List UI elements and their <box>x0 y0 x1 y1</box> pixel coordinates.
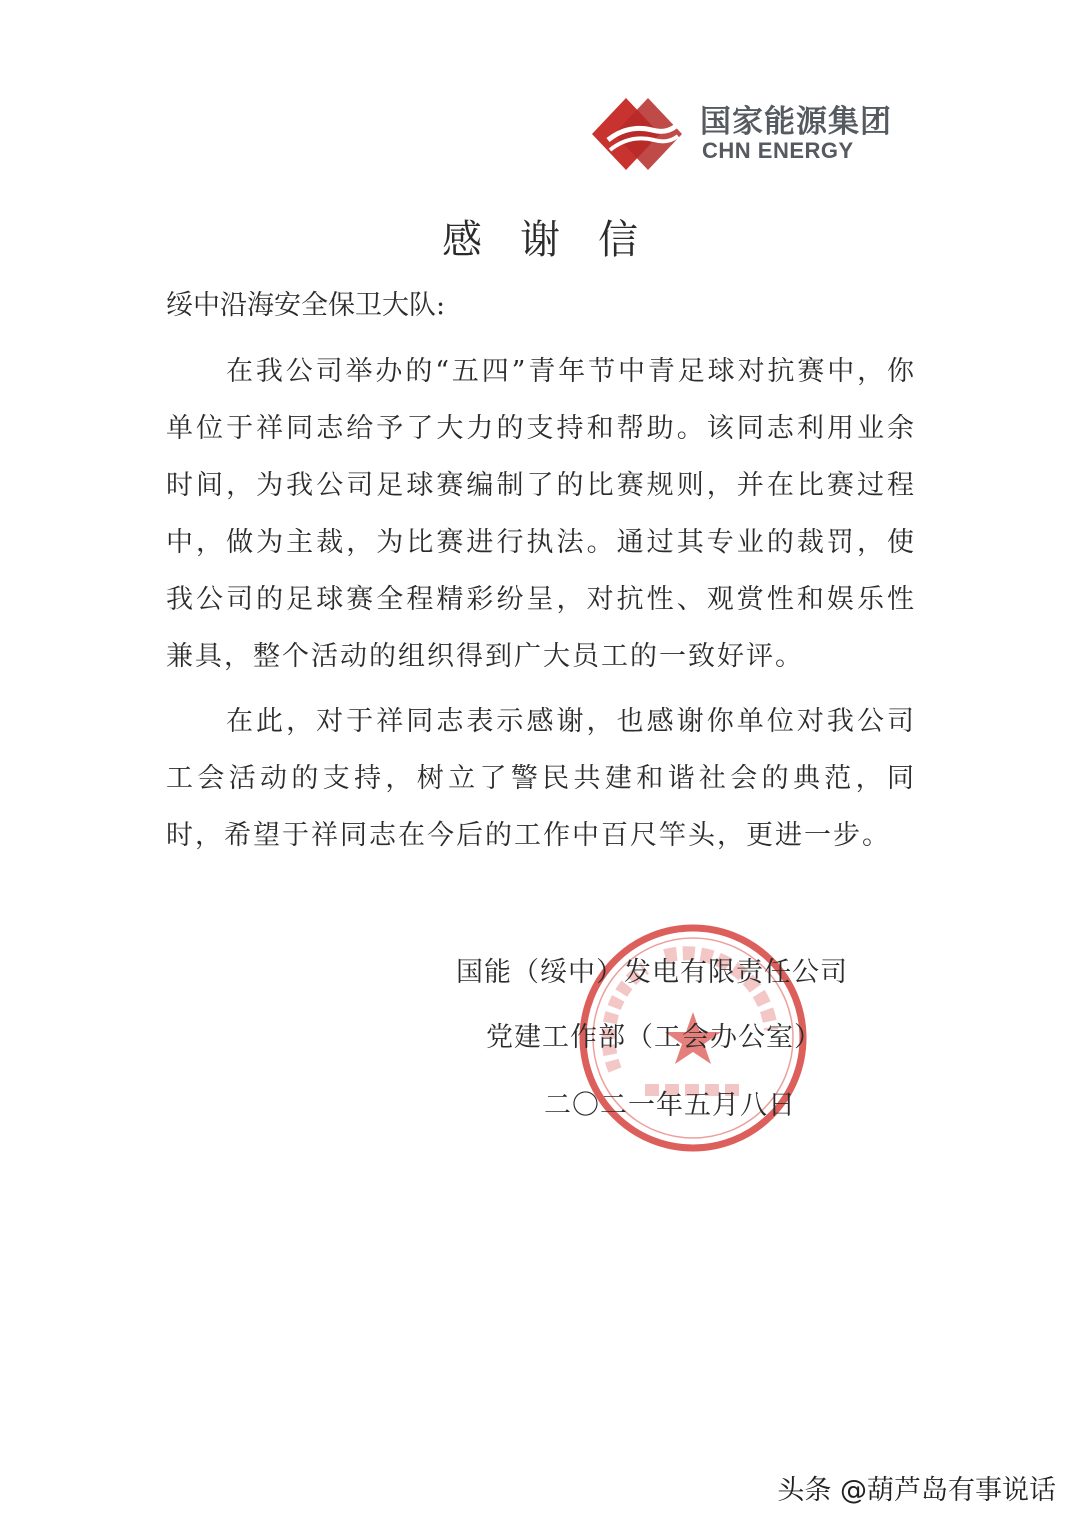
body-paragraph-2: 在此，对于祥同志表示感谢，也感谢你单位对我公司工会活动的支持，树立了警民共建和谐社会的典范，同时，希望于祥同志在今后的工作中百尺竿头，更进一步。 <box>166 706 916 851</box>
body-paragraph-1: 在我公司举办的“五四”青年节中青足球对抗赛中，你单位于祥同志给予了大力的支持和帮助。该同志利用业余时间，为我公司足球赛编制了的比赛规则，并在比赛过程中，做为主裁，为比赛进行执法。通过其专业的裁罚，使我公司的足球赛全程精彩纷呈，对抗性、观赏性和娱乐性兼具，整个活动的组织得到广大员工的一致好评。 <box>166 356 916 672</box>
logo-chinese-name: 国家能源集团 <box>700 104 892 140</box>
chn-energy-logo-icon <box>590 96 690 172</box>
source-watermark: 头条 @葫芦岛有事说话 <box>777 1475 1056 1506</box>
signature-organization: 国能（绥中）发电有限责任公司 <box>456 957 848 988</box>
letter-title: 感谢信 <box>442 217 676 263</box>
signature-date: 二〇二一年五月八日 <box>544 1090 796 1121</box>
logo-english-name: CHN ENERGY <box>702 138 854 163</box>
signature-department: 党建工作部（工会办公室） <box>486 1022 822 1053</box>
salutation: 绥中沿海安全保卫大队: <box>166 290 446 321</box>
company-logo <box>590 92 910 182</box>
